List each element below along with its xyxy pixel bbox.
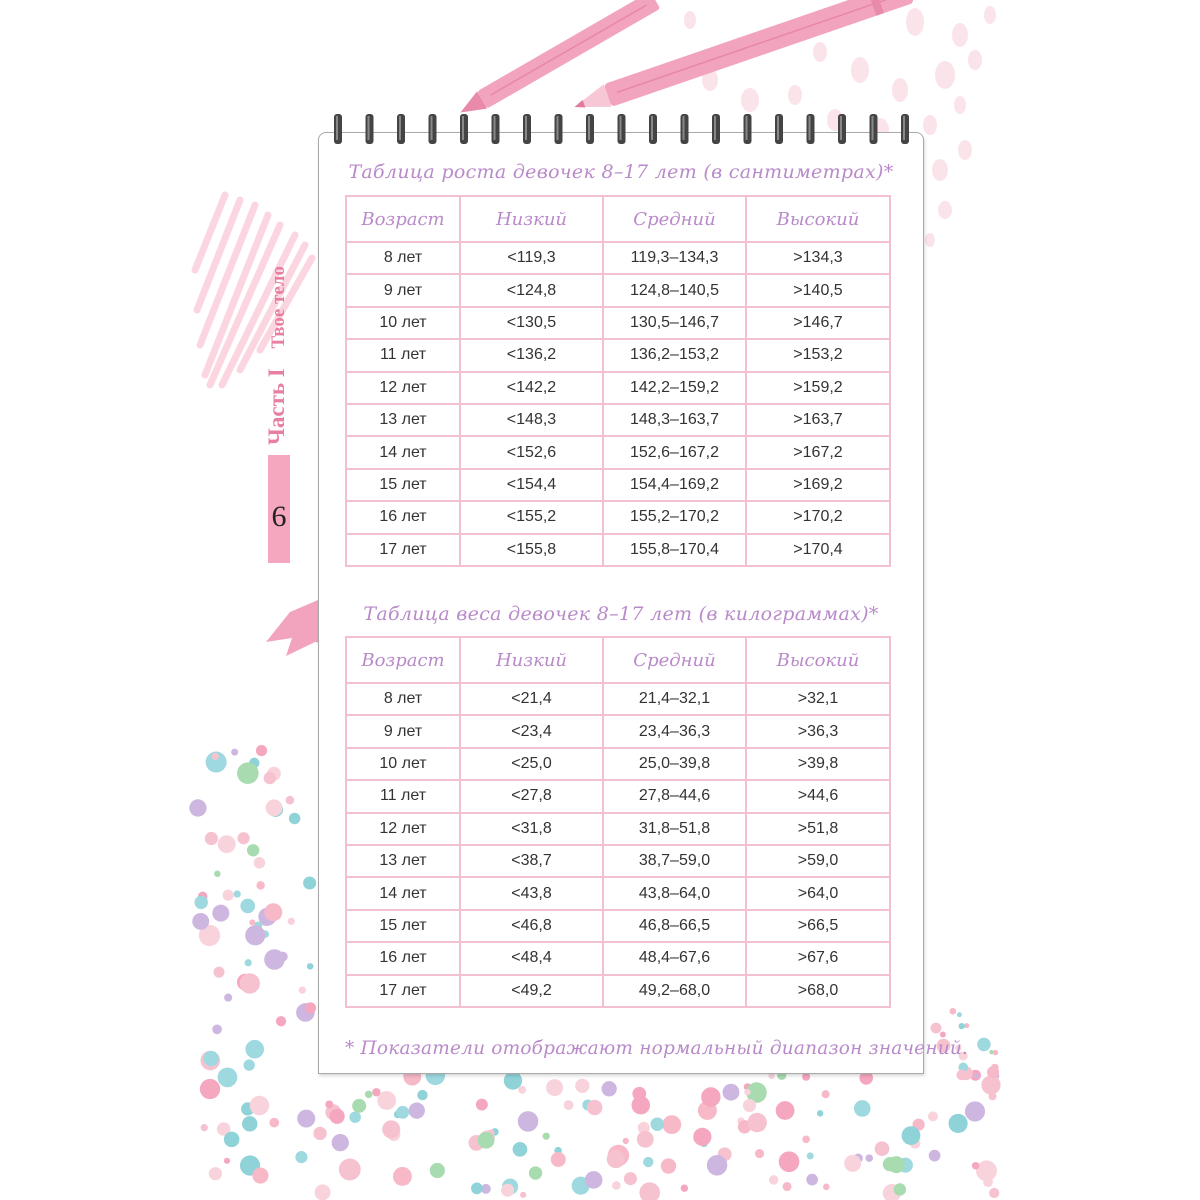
cell-high: >169,2 <box>746 469 890 501</box>
cell-age: 17 лет <box>346 534 460 566</box>
cell-age: 11 лет <box>346 780 460 812</box>
cell-age: 10 лет <box>346 748 460 780</box>
table-row <box>346 404 890 436</box>
cell-high: >170,4 <box>746 534 890 566</box>
table-row <box>346 813 890 845</box>
header-medium: Средний <box>603 196 746 242</box>
cell-low: <48,4 <box>460 942 603 974</box>
cell-low: <21,4 <box>460 683 603 715</box>
table-row <box>346 748 890 780</box>
cell-low: <38,7 <box>460 845 603 877</box>
cell-high: >32,1 <box>746 683 890 715</box>
cell-high: >159,2 <box>746 372 890 404</box>
table-row <box>346 372 890 404</box>
cell-high: >167,2 <box>746 436 890 468</box>
cell-high: >140,5 <box>746 274 890 306</box>
cell-low: <27,8 <box>460 780 603 812</box>
header-age: Возраст <box>346 196 460 242</box>
cell-low: <155,2 <box>460 501 603 533</box>
running-head <box>264 266 290 445</box>
cell-high: >68,0 <box>746 975 890 1007</box>
weight-table-title: Таблица веса девочек 8–17 лет (в килограммах)* <box>363 603 879 625</box>
cell-high: >134,3 <box>746 242 890 274</box>
cell-medium: 152,6–167,2 <box>603 436 746 468</box>
cell-medium: 21,4–32,1 <box>603 683 746 715</box>
cell-high: >44,6 <box>746 780 890 812</box>
cell-medium: 154,4–169,2 <box>603 469 746 501</box>
cell-low: <136,2 <box>460 339 603 371</box>
table-row <box>346 942 890 974</box>
cell-low: <148,3 <box>460 404 603 436</box>
cell-high: >39,8 <box>746 748 890 780</box>
cell-age: 15 лет <box>346 910 460 942</box>
table-row <box>346 845 890 877</box>
table-row <box>346 274 890 306</box>
table-row <box>346 339 890 371</box>
running-head-chapter: Часть I <box>264 368 289 445</box>
cell-low: <142,2 <box>460 372 603 404</box>
cell-age: 14 лет <box>346 436 460 468</box>
cell-medium: 31,8–51,8 <box>603 813 746 845</box>
cell-high: >163,7 <box>746 404 890 436</box>
cell-age: 12 лет <box>346 372 460 404</box>
cell-age: 9 лет <box>346 715 460 747</box>
cell-age: 8 лет <box>346 683 460 715</box>
cell-age: 13 лет <box>346 404 460 436</box>
cell-age: 16 лет <box>346 942 460 974</box>
cell-low: <152,6 <box>460 436 603 468</box>
cell-low: <31,8 <box>460 813 603 845</box>
table-row <box>346 975 890 1007</box>
cell-age: 9 лет <box>346 274 460 306</box>
header-low: Низкий <box>460 196 603 242</box>
cell-low: <154,4 <box>460 469 603 501</box>
table-row <box>346 501 890 533</box>
cell-medium: 48,4–67,6 <box>603 942 746 974</box>
cell-age: 11 лет <box>346 339 460 371</box>
cell-high: >66,5 <box>746 910 890 942</box>
table-row <box>346 534 890 566</box>
cell-medium: 148,3–163,7 <box>603 404 746 436</box>
cell-medium: 46,8–66,5 <box>603 910 746 942</box>
spiral-binding <box>0 0 1200 160</box>
cell-medium: 23,4–36,3 <box>603 715 746 747</box>
header-medium: Средний <box>603 637 746 683</box>
height-table <box>345 195 891 567</box>
cell-low: <25,0 <box>460 748 603 780</box>
cell-medium: 155,8–170,4 <box>603 534 746 566</box>
cell-high: >153,2 <box>746 339 890 371</box>
cell-medium: 43,8–64,0 <box>603 877 746 909</box>
cell-low: <46,8 <box>460 910 603 942</box>
table-row <box>346 683 890 715</box>
cell-medium: 25,0–39,8 <box>603 748 746 780</box>
cell-age: 12 лет <box>346 813 460 845</box>
header-age: Возраст <box>346 637 460 683</box>
cell-medium: 124,8–140,5 <box>603 274 746 306</box>
header-high: Высокий <box>746 637 890 683</box>
pink-hatch-strokes <box>195 195 312 385</box>
cell-age: 10 лет <box>346 307 460 339</box>
header-low: Низкий <box>460 637 603 683</box>
cell-high: >59,0 <box>746 845 890 877</box>
cell-medium: 130,5–146,7 <box>603 307 746 339</box>
cell-medium: 155,2–170,2 <box>603 501 746 533</box>
table-row <box>346 307 890 339</box>
cell-medium: 136,2–153,2 <box>603 339 746 371</box>
cell-age: 17 лет <box>346 975 460 1007</box>
cell-medium: 142,2–159,2 <box>603 372 746 404</box>
cell-low: <43,8 <box>460 877 603 909</box>
cell-low: <124,8 <box>460 274 603 306</box>
table-row <box>346 469 890 501</box>
running-head-section: Твое тело <box>268 266 289 349</box>
cell-age: 16 лет <box>346 501 460 533</box>
table-row <box>346 715 890 747</box>
cell-low: <130,5 <box>460 307 603 339</box>
cell-age: 14 лет <box>346 877 460 909</box>
cell-medium: 49,2–68,0 <box>603 975 746 1007</box>
footnote: * Показатели отображают нормальный диапазон значений. <box>345 1038 969 1059</box>
page-number: 6 <box>271 500 287 533</box>
cell-medium: 119,3–134,3 <box>603 242 746 274</box>
spiral-notepad <box>318 132 969 1074</box>
cell-medium: 38,7–59,0 <box>603 845 746 877</box>
header-high: Высокий <box>746 196 890 242</box>
table-row <box>346 910 890 942</box>
cell-age: 13 лет <box>346 845 460 877</box>
cell-high: >146,7 <box>746 307 890 339</box>
table-row <box>346 436 890 468</box>
cell-high: >64,0 <box>746 877 890 909</box>
table-row <box>346 242 890 274</box>
cell-low: <119,3 <box>460 242 603 274</box>
weight-table <box>345 636 891 1008</box>
cell-age: 8 лет <box>346 242 460 274</box>
cell-high: >36,3 <box>746 715 890 747</box>
cell-low: <49,2 <box>460 975 603 1007</box>
cell-high: >170,2 <box>746 501 890 533</box>
cell-medium: 27,8–44,6 <box>603 780 746 812</box>
cell-age: 15 лет <box>346 469 460 501</box>
cell-high: >67,6 <box>746 942 890 974</box>
height-table-title: Таблица роста девочек 8–17 лет (в сантиметрах)* <box>348 161 894 183</box>
cell-low: <155,8 <box>460 534 603 566</box>
cell-low: <23,4 <box>460 715 603 747</box>
table-row <box>346 877 890 909</box>
cell-high: >51,8 <box>746 813 890 845</box>
weight-table-header-row <box>346 637 890 683</box>
table-row <box>346 780 890 812</box>
height-table-header-row <box>346 196 890 242</box>
